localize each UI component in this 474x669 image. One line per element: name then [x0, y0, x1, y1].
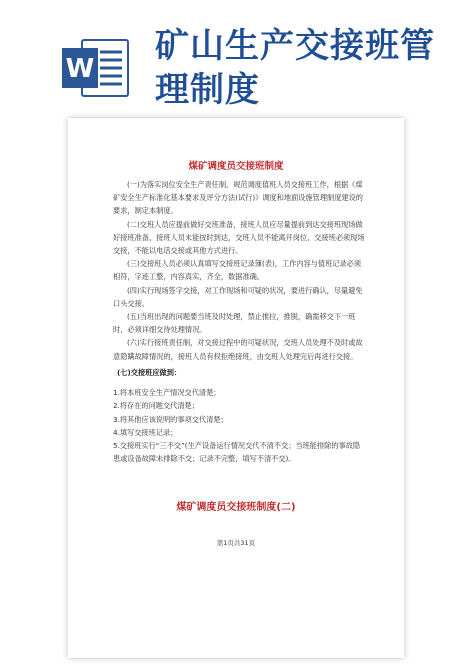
header	[0, 0, 474, 110]
paragraph-1: (一)为落实岗位安全生产责任制，规范调度值班人员交接班工作，根据《煤矿安全生产标准化基本要求及评分方法(试行)》调度和地面设施管理制度建设的要求，制定本制度。	[113, 180, 363, 216]
section-heading: (七)交接班应做到：	[117, 367, 182, 377]
document-page	[68, 118, 404, 658]
paragraph-2: (二)交班人员应提前做好交班准备，接班人员应尽量提前到达交接班现场做好接班准备，接班人员未能按时到达，交班人员不能离开岗位，交接班必须现场交接，不能以电话交接或其他方式进行。	[113, 219, 365, 256]
list-item-4: 4.填写交接班记录；	[113, 427, 178, 437]
document-title: 煤矿调度员交接班制度	[188, 161, 284, 172]
paragraph-5: (五)当班出现的问题要当班及时处理，禁止推拉，推脱，确需移交下一班时，必须详细交待处理情况。	[113, 312, 356, 335]
list-item-2: 2.将存在的问题交代清楚；	[113, 401, 199, 411]
paragraph-4: (四)实行现场签字交接，对工作现场和可疑的状况，要进行确认，尽量避免口头交接。	[113, 285, 363, 308]
document-body	[113, 178, 365, 465]
word-icon-letter: W	[65, 54, 95, 84]
list-item-3: 3.将其他应该说明的事项交代清楚；	[113, 414, 228, 424]
list-item-5: 5.交接班实行“三不交”(生产设备运行情况交代不清不交；当班能排除的事故隐患或设备故障未排除不交；记录不完整，填写不清不交)。	[113, 441, 361, 464]
paragraph-3: (三)交接班人员必须认真填写交接班记录簿(表)，工作内容与值班记录必须相符，字迹工整，内容真实，齐全，数据准确。	[113, 259, 362, 282]
word-document-icon	[60, 38, 130, 98]
paragraph-6: (六)实行接班责任制，对交接过程中的可疑状况，交班人员处理不及时或故意隐瞒故障情况的，接班人员有权拒绝接班，由交班人处理完后再进行交接。	[113, 338, 363, 361]
page-number: 第1页共31页	[216, 539, 256, 547]
list-item-1: 1.将本班安全生产情况交代清楚；	[113, 388, 221, 398]
page-title: 矿山生产交接班管理制度	[155, 26, 435, 110]
document-subtitle: 煤矿调度员交接班制度(二)	[176, 502, 296, 513]
